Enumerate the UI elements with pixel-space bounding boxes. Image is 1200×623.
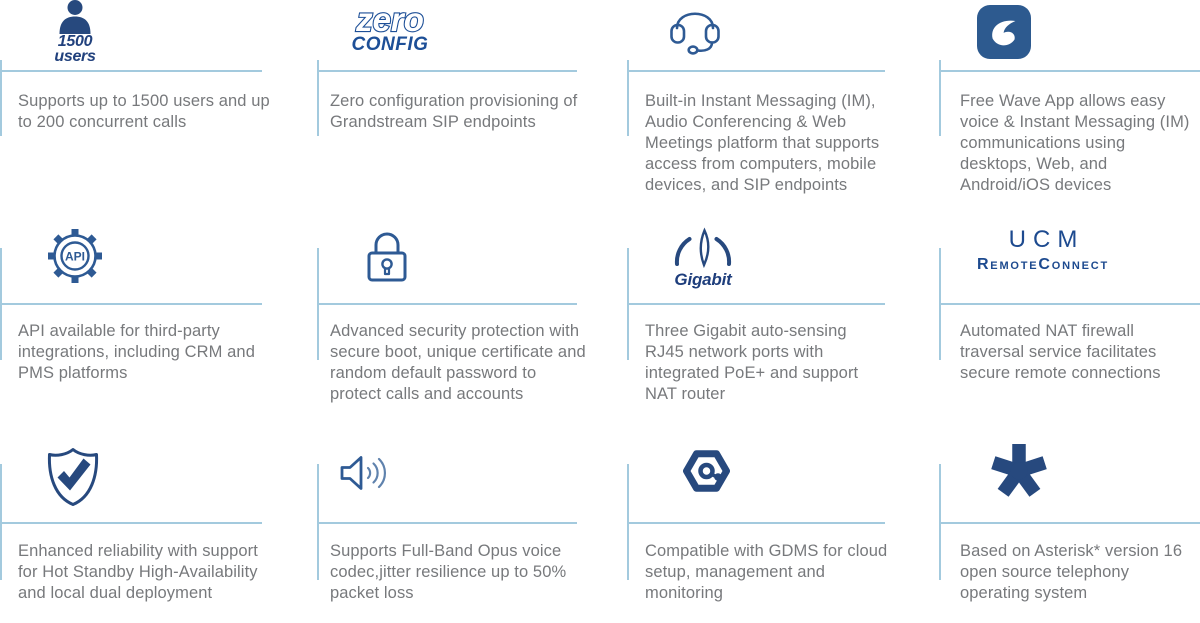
zero-config-logo — [331, 2, 449, 54]
feature-card-security — [317, 210, 627, 430]
feature-card-asterisk — [939, 430, 1200, 623]
ucm-remoteconnect-logo — [955, 227, 1131, 274]
accent-vertical-line — [939, 60, 941, 136]
accent-vertical-line — [317, 60, 319, 136]
feature-card-api — [0, 210, 317, 430]
feature-card-wave-app — [939, 0, 1200, 210]
feature-text: Automated NAT firewall traversal service facilitates secure remote connections — [960, 322, 1161, 382]
feature-card-reliability — [0, 430, 317, 623]
feature-text: Enhanced reliability with support for Hot Standby High-Availability and local dual deployment — [18, 542, 258, 602]
feature-text: Compatible with GDMS for cloud setup, management and monitoring — [645, 542, 888, 602]
speedometer-icon — [668, 226, 738, 290]
user-icon — [44, 0, 106, 64]
shield-check-icon — [44, 445, 102, 513]
feature-card-users — [0, 0, 317, 210]
accent-vertical-line — [627, 60, 629, 136]
gigabit-label: Gigabit — [674, 270, 732, 289]
headset-icon — [666, 0, 724, 61]
zero-logo-text: zero — [356, 2, 424, 38]
accent-vertical-line — [0, 60, 2, 136]
api-label: API — [64, 249, 86, 264]
feature-text: Based on Asterisk* version 16 open source telephony operating system — [960, 542, 1183, 602]
feature-card-zero-config — [317, 0, 627, 210]
feature-card-remote-connect — [939, 210, 1200, 430]
users-word-label: users — [54, 48, 96, 65]
feature-card-im-conferencing — [627, 0, 939, 210]
feature-text: Supports Full-Band Opus voice codec,jitter resilience up to 50% packet loss — [330, 542, 567, 602]
asterisk-icon — [987, 438, 1051, 509]
feature-text: Free Wave App allows easy voice & Instant Messaging (IM) communications using desktops, Web, and Android/iOS devices — [960, 92, 1190, 194]
feature-card-gdms — [627, 430, 939, 623]
padlock-icon — [363, 226, 411, 289]
ucm-logo-text: UCM — [1008, 226, 1085, 253]
feature-text: Advanced security protection with secure boot, unique certificate and random default password to protect calls and accounts — [330, 322, 586, 403]
feature-text: Three Gigabit auto-sensing RJ45 network ports with integrated PoE+ and support NAT router — [645, 322, 859, 403]
feature-text: Zero configuration provisioning of Grandstream SIP endpoints — [330, 92, 578, 131]
feature-text: Supports up to 1500 users and up to 200 concurrent calls — [18, 92, 270, 131]
feature-card-gigabit — [627, 210, 939, 430]
feature-text: API available for third-party integrations, including CRM and PMS platforms — [18, 322, 255, 382]
feature-card-opus-codec — [317, 430, 627, 623]
gdms-logo-icon — [678, 446, 736, 501]
speaker-icon — [337, 453, 399, 498]
users-count-label: 1500 — [57, 33, 93, 50]
remoteconnect-logo-text: RemoteConnect — [976, 256, 1110, 273]
feature-text: Built-in Instant Messaging (IM), Audio Conferencing & Web Meetings platform that supports access from computers, mobile devices, and SIP endpoints — [645, 92, 880, 194]
wave-swoosh-glyph — [982, 10, 1026, 54]
api-gear-icon — [45, 226, 105, 291]
config-logo-text: CONFIG — [351, 34, 429, 55]
wave-app-icon — [977, 5, 1031, 59]
